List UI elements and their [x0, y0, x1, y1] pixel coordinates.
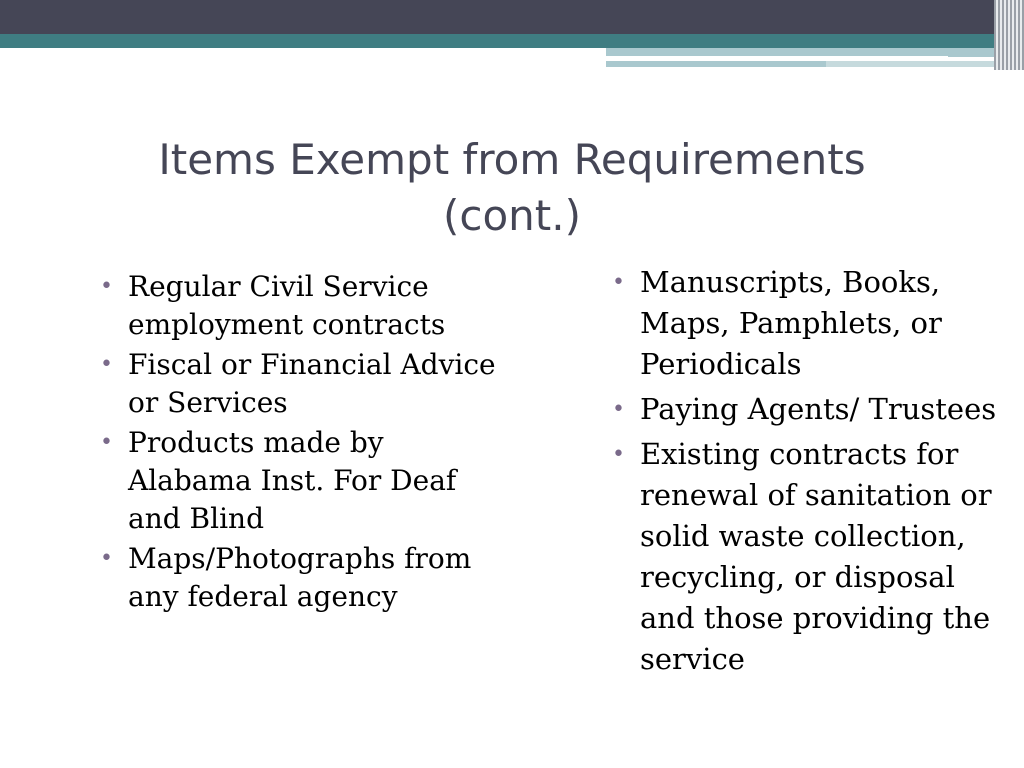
- bullet-icon: •: [612, 270, 625, 295]
- slide-title-line-2: (cont.): [443, 191, 581, 240]
- list-item: [612, 389, 1012, 430]
- list-item-text: Maps/Photographs from any federal agency: [128, 542, 472, 613]
- list-item-text: Regular Civil Service employment contracts: [128, 270, 446, 341]
- list-item-text: Manuscripts, Books, Maps, Pamphlets, or Periodicals: [640, 265, 942, 381]
- header-bar-teal: [0, 34, 1024, 48]
- left-bullet-column: [100, 268, 500, 618]
- slide-title: [60, 132, 964, 244]
- list-item-text: Products made by Alabama Inst. For Deaf and Blind: [128, 426, 457, 535]
- left-bullet-list: [100, 268, 500, 616]
- list-item-text: Fiscal or Financial Advice or Services: [128, 348, 496, 419]
- bullet-icon: •: [612, 442, 625, 467]
- bullet-icon: •: [100, 430, 113, 455]
- bullet-icon: •: [612, 397, 625, 422]
- header-vertical-stripes: [994, 0, 1024, 70]
- right-bullet-list: [612, 262, 1012, 680]
- list-item: [100, 346, 500, 422]
- bullet-icon: •: [100, 274, 113, 299]
- list-item: [100, 268, 500, 344]
- header-accent-bar-lower: [606, 61, 826, 67]
- slide-title-line-1: Items Exempt from Requirements: [158, 135, 866, 184]
- list-item-text: Paying Agents/ Trustees: [640, 392, 997, 426]
- list-item-text: Existing contracts for renewal of sanitation or solid waste collection, recycling, or disposal and those providing the service: [640, 437, 992, 676]
- header-accent-divider: [606, 56, 948, 58]
- list-item: [100, 540, 500, 616]
- bullet-icon: •: [100, 352, 113, 377]
- list-item: [612, 262, 1012, 385]
- list-item: [100, 424, 500, 538]
- header-bar-dark: [0, 0, 1024, 34]
- list-item: [612, 434, 1012, 680]
- right-bullet-column: [612, 262, 1012, 684]
- bullet-icon: •: [100, 546, 113, 571]
